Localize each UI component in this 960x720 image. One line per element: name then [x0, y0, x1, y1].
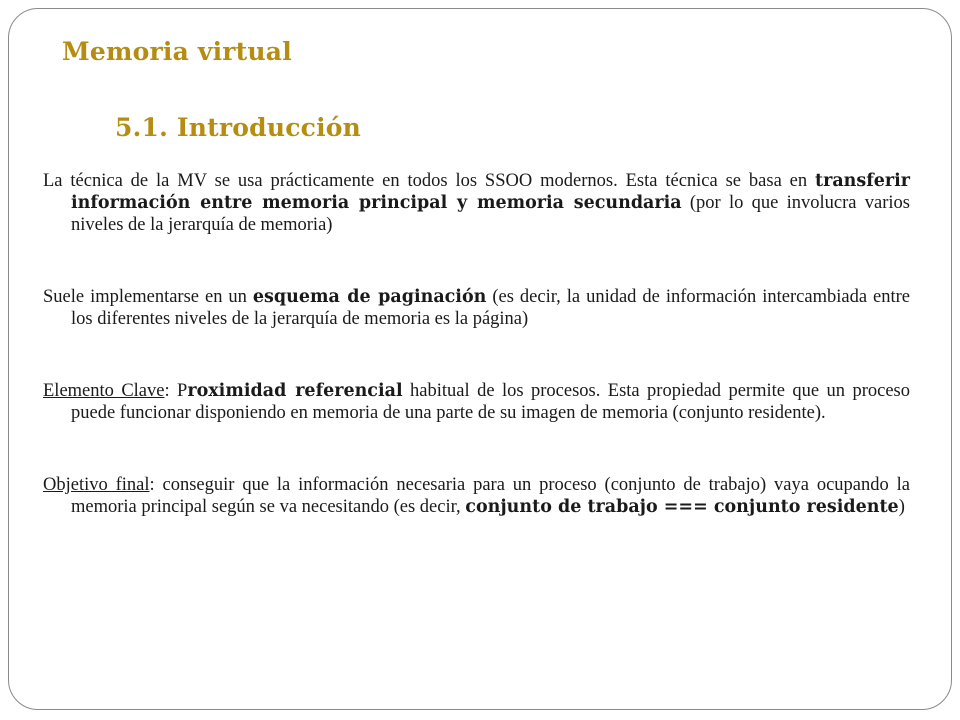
paragraph-underlined-label: Objetivo final: [43, 475, 150, 495]
paragraph-paging-scheme: [43, 286, 910, 330]
paragraph-bold-text: transferir información entre memoria principal y memoria secundaria: [71, 171, 910, 213]
paragraph-text: La técnica de la MV se usa prácticamente en todos los SSOO modernos. Esta técnica se basa en: [43, 171, 816, 191]
slide-body: [43, 170, 910, 568]
paragraph-text: habitual de los procesos. Esta propiedad permite que un proceso puede funcionar disponiendo en memoria de una parte de su imagen de memoria (conjunto residente).: [71, 381, 911, 423]
paragraph-text: Suele implementarse en un: [43, 287, 253, 307]
paragraph-bold-text: conjunto de trabajo === conjunto residente: [465, 497, 899, 517]
paragraph-mv-technique: [43, 170, 910, 236]
slide-title: Memoria virtual: [62, 37, 292, 66]
paragraph-bold-text: esquema de paginación: [252, 287, 487, 307]
paragraph-key-element: [43, 380, 910, 424]
paragraph-text: : P: [164, 381, 188, 401]
section-subtitle: 5.1. Introducción: [115, 113, 362, 142]
paragraph-text: (por lo que involucra varios niveles de la jerarquía de memoria): [71, 193, 910, 235]
paragraph-text: (es decir, la unidad de información intercambiada entre los diferentes niveles de la jerarquía de memoria es la página): [71, 287, 910, 329]
paragraph-underlined-label: Elemento Clave: [43, 381, 165, 401]
paragraph-text: : conseguir que la información necesaria para un proceso (conjunto de trabajo) vaya ocupando la memoria principal según se va necesitando (es decir,: [71, 475, 910, 517]
paragraph-bold-text: roximidad referencial: [187, 381, 403, 401]
paragraph-final-objective: [43, 474, 910, 518]
paragraph-text: ): [898, 497, 905, 517]
